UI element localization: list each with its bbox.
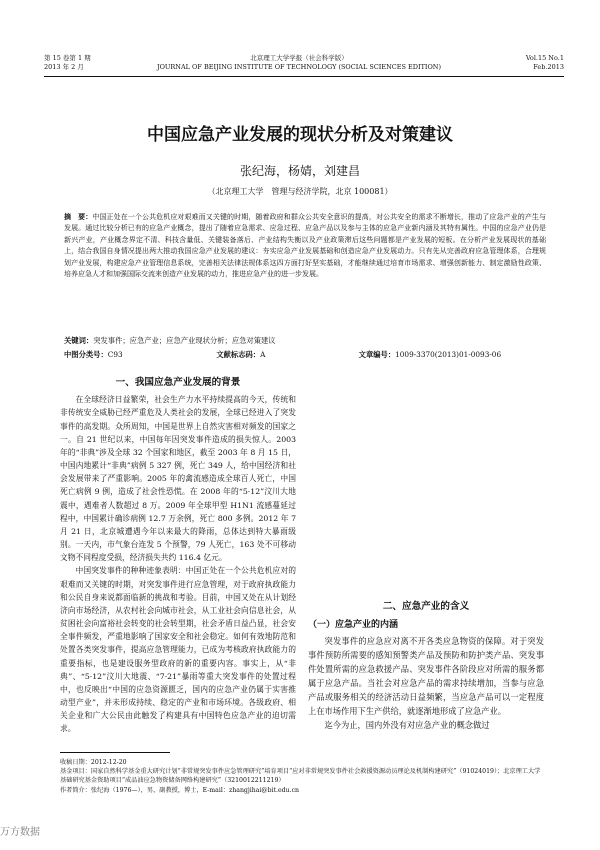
paragraph-2: 中国突发事件的种种迹象表明：中国正处在一个公共危机应对的艰难而又关键的时期，对突发事件进行应急管理，对于政府执政能力和公民自身来说都面临新的挑战和考验。目前，中国又处在从计划经济向市场经济，从农村社会向城市社会，从工业社会向信息社会，从贫困社会向富裕社会转变的社会转型期，社会矛盾日益凸显，社会安全事件频发，严重地影响了国家安全和社会稳定。如何有效地防范和处置各类突发事件，提高应急管理能力，已成为考核政府执政能力的重要指标，也是建设服务型政府的新的重要内容。事实上，从“非典”、“5·12”汶川大地震、“7·21”暴雨等重大突发事件的处置过程中，也反映出“中国的应急资源匮乏，国内的应急产业仍属于实害推动型产业”，并未形成持续、稳定的产业和市场环境。各级政府、相关企业和广大公民由此触发了构建具有中国特色应急产业的迫切需求。 xyxy=(60,566,296,734)
volume-en: Vol.15 No.1 xyxy=(525,54,564,62)
article-number: 1009-3370(2013)01-0093-06 xyxy=(395,350,502,359)
date-en: Feb.2013 xyxy=(533,63,564,71)
received-date: 收稿日期：2012-12-20 xyxy=(60,759,127,766)
keywords-label: 关键词： xyxy=(64,336,94,345)
keywords xyxy=(64,336,546,346)
authors: 张纪海，杨婧，刘建昌 xyxy=(239,164,360,178)
column-left xyxy=(60,372,296,736)
author-bio: 作者简介：张纪海（1976—），男，副教授，博士，E-mail：zhangjihai@bit.edu.cn xyxy=(60,786,300,794)
section-1-heading: 一、我国应急产业发展的背景 xyxy=(115,377,241,388)
column-right xyxy=(308,372,544,732)
affiliation: （北京理工大学 管理与经济学院，北京 100081） xyxy=(207,187,393,196)
article-number-label: 文章编号： xyxy=(358,350,396,359)
header-center xyxy=(134,54,464,72)
doc-code-label: 文献标志码： xyxy=(216,350,261,359)
clc-code: C93 xyxy=(107,350,123,359)
journal-name-cn: 北京理工大学学报（社会科学版） xyxy=(250,54,348,62)
clc-label: 中图分类号： xyxy=(64,350,108,359)
header-divider xyxy=(44,76,564,77)
abstract-text: 中国正处在一个公共危机应对艰难而又关键的时期，随着政府和群众公共安全意识的提高，对公共安全的需求不断增长，推动了应急产业的产生与发展。通过比较分析已有的应急产业概念，提出了随着应急需求、应急过程、应急产品以及参与主体的应急产业新内涵及其特有属性。中国的应急产业仍是新兴产业，产业概念界定不清、科技含量低、关键装备落后、产业结构失衡以及产业政策滞后这些问题都是产业发展的短板。在分析产业发展现状的基础上，结合我国自身情况提出两大推动我国应急产业发展的建议：夯实应急产业发展基础和创造应急产业发展动力。只有先从完善政府应急管理体系，合理规划产业发展，构建应急产业管理信息系统，完善相关法律法规体系这四方面打好坚实基础，才能继续通过培育市场需求、增强创新能力、制定激励性政策、培养应急人才和加强国际交流来创造产业发展的动力，推进应急产业的进一步发展。 xyxy=(64,213,546,279)
abstract xyxy=(64,212,546,280)
footnotes xyxy=(60,758,546,795)
section-2-heading: 二、应急产业的含义 xyxy=(382,601,470,612)
date-cn: 2013 年 2 月 xyxy=(44,63,84,71)
article-title: 中国应急产业发展的现状分析及对策建议 xyxy=(147,125,453,145)
fund-info: 基金项目：国家自然科学基金重大研究计划“非常规突发事件应急管理研究”培育项目“应对非常规突发事件社会救援资源动员理论及机制构建研究”（91024019）；北京理工大学基础研究基金资助项目“成品油应急物资储备网络构建研究”（3210012211219） xyxy=(60,768,541,785)
volume-cn: 第 15 卷第 1 期 xyxy=(44,54,91,62)
paragraph-3: 突发事件的应急应对离不开各类应急物资的保障。对于突发事件预防所需要的感知预警类产品及预防和防护类产品、突发事件处置所需的应急救援产品、突发事件各阶段应对所需的服务都属于应急产品。当社会对应急产品的需求持续增加，当参与应急产品或服务相关的经济活动日益频繁，当应急产品可以一定程度上在市场作用下生产供给，就逐渐地形成了应急产业。 xyxy=(308,636,544,717)
paragraph-4: 迄今为止，国内外没有对应急产业的概念做过 xyxy=(324,720,490,731)
paragraph-1: 在全球经济日益繁荣，社会生产力水平持续提高的今天，传统和非传统安全威胁已经严重危及人类社会的发展，全球已经进入了突发事件的高发期。众所周知，中国是世界上自然灾害相对频发的国家之一。自 21 世纪以来，中国每年因突发事件造成的损失惊人。2003 年的“非典”涉及全球 32 个国家和地区，截至 2003 年 8 月 15 日，中国内地累计“非典”病例 5 327 例，死亡 349 人，给中国经济和社会发展带来了严重影响。2005 年的禽流感造成全球百人死亡，中国死亡病例 9 例，造成了社会性恐慌。在 2008 年的“5·12”汶川大地震中，遇难者人数超过 8 万。2009 年全球甲型 H1N1 流感蔓延过程中，中国累计确诊病例 12.7 万余例，死亡 800 多例。2012 年 7 月 21 日，北京城遭遇今年以来最大的降雨，总体达到特大暴雨级别。一天内，市气象台连发 5 个预警，79 人死亡，163 处不可移动文物不同程度受损，经济损失共约 116.4 亿元。 xyxy=(60,395,296,563)
journal-name-en: JOURNAL OF BEIJING INSTITUTE OF TECHNOLOGY (SOCIAL SCIENCES EDITION) xyxy=(156,63,442,71)
section-2-1-heading: （一）应急产业的内涵 xyxy=(308,620,399,631)
abstract-label: 摘 要： xyxy=(64,213,93,221)
classification-line xyxy=(64,350,546,360)
header-right xyxy=(526,54,564,72)
doc-code: A xyxy=(260,350,266,359)
watermark: 万方数据 xyxy=(0,827,40,838)
header-left xyxy=(44,54,91,72)
keywords-text: 突发事件；应急产业；应急产业现状分析；应急对策建议 xyxy=(93,336,276,345)
footnote-divider xyxy=(60,752,170,753)
